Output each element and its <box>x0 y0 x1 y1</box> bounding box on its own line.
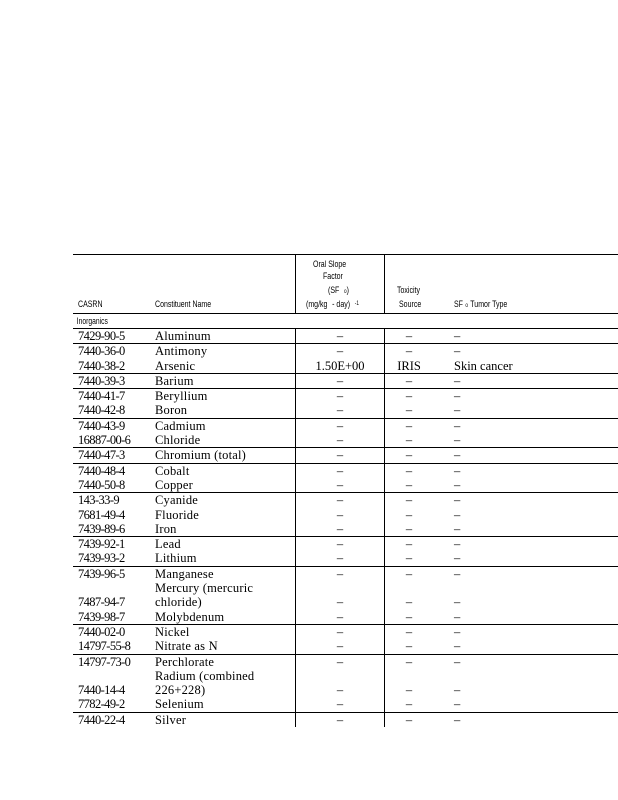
cell-tumor-type: – <box>454 683 461 698</box>
cell-constituent: Chromium (total) <box>155 448 247 463</box>
table-row <box>73 492 618 507</box>
cell-slope-factor: – <box>336 433 344 448</box>
cell-toxicity-source: – <box>405 448 413 463</box>
cell-toxicity-source: – <box>405 389 413 404</box>
table-row <box>73 595 618 609</box>
cell-slope-factor: – <box>336 507 344 522</box>
cell-constituent: chloride) <box>155 595 202 610</box>
cell-casrn: 7681-49-4 <box>78 507 125 522</box>
table-row <box>73 639 618 653</box>
cell-constituent: Beryllium <box>155 389 208 404</box>
cell-toxicity-source: – <box>405 329 413 343</box>
cell-toxicity-source: – <box>405 537 413 552</box>
table-row <box>73 359 618 373</box>
cell-toxicity-source: – <box>405 654 413 669</box>
cell-casrn: 7429-90-5 <box>78 329 125 343</box>
cell-tumor-type: – <box>454 389 461 404</box>
header-casrn: CASRN <box>78 299 103 309</box>
table-row <box>73 624 618 639</box>
cell-slope-factor: – <box>336 551 344 566</box>
cell-slope-factor: – <box>336 624 344 639</box>
cell-constituent: Fluoride <box>155 507 199 522</box>
cell-constituent: Cyanide <box>155 493 199 508</box>
table-row <box>73 343 618 358</box>
cell-casrn: 7439-98-7 <box>78 609 125 624</box>
header-sf-line2: Factor <box>323 271 343 281</box>
cell-slope-factor: – <box>336 639 344 654</box>
cell-casrn: 7440-02-0 <box>78 624 125 639</box>
cell-toxicity-source: – <box>405 373 413 388</box>
table-row <box>73 433 618 447</box>
cell-slope-factor: – <box>336 595 344 610</box>
cell-constituent: 226+228) <box>155 683 206 698</box>
cell-toxicity-source: – <box>405 463 413 478</box>
cell-constituent: Cobalt <box>155 463 190 478</box>
cell-slope-factor: – <box>336 537 344 552</box>
cell-toxicity-source: – <box>405 433 413 448</box>
cell-constituent: Selenium <box>155 697 204 712</box>
cell-tumor-type: – <box>454 448 461 463</box>
cell-casrn: 7440-50-8 <box>78 477 125 492</box>
cell-tumor-type: – <box>454 624 461 639</box>
cell-toxicity-source: – <box>405 595 413 610</box>
table-row <box>73 683 618 697</box>
table-row <box>73 388 618 403</box>
table-row <box>73 508 618 522</box>
cell-toxicity-source: – <box>405 344 413 359</box>
table-body <box>73 328 618 727</box>
cell-casrn: 14797-55-8 <box>78 639 131 654</box>
cell-casrn: 7440-14-4 <box>78 683 125 698</box>
cell-slope-factor: – <box>336 448 344 463</box>
cell-tumor-type: – <box>454 697 461 712</box>
cell-toxicity-source: – <box>405 566 413 581</box>
cell-constituent: Nickel <box>155 624 190 639</box>
cell-tumor-type: – <box>454 639 461 654</box>
cell-casrn: 7440-36-0 <box>78 344 125 359</box>
table-row <box>73 373 618 388</box>
cell-tumor-type: – <box>454 403 461 418</box>
cell-casrn: 7440-48-4 <box>78 463 125 478</box>
cell-tumor-type: – <box>454 493 461 508</box>
table-row <box>73 566 618 581</box>
cell-constituent: Silver <box>155 712 187 727</box>
cell-slope-factor: – <box>336 712 344 727</box>
cell-casrn: 7439-92-1 <box>78 537 125 552</box>
header-constituent-name: Constituent Name <box>155 299 212 309</box>
cell-toxicity-source: – <box>405 493 413 508</box>
cell-constituent: Lithium <box>155 551 197 566</box>
table-row <box>73 522 618 536</box>
cell-constituent: Copper <box>155 477 193 492</box>
cell-toxicity-source: – <box>405 697 413 712</box>
table-row <box>73 610 618 624</box>
cell-tumor-type: – <box>454 654 461 669</box>
cell-tumor-type: – <box>454 463 461 478</box>
header-sf-line3: (SF o) <box>328 285 349 295</box>
cell-tumor-type: – <box>454 609 461 624</box>
table-row <box>73 697 618 711</box>
cell-constituent: Mercury (mercuric <box>155 581 254 596</box>
cell-tumor-type: – <box>454 551 461 566</box>
cell-tumor-type: Skin cancer <box>454 358 513 373</box>
cell-slope-factor: – <box>336 609 344 624</box>
cell-slope-factor: – <box>336 389 344 404</box>
cell-slope-factor: – <box>336 463 344 478</box>
cell-constituent: Antimony <box>155 344 208 359</box>
cell-casrn: 7440-41-7 <box>78 389 125 404</box>
cell-toxicity-source: – <box>405 507 413 522</box>
cell-toxicity-source: IRIS <box>397 358 421 373</box>
cell-constituent: Aluminum <box>155 329 211 343</box>
cell-toxicity-source: – <box>405 418 413 433</box>
cell-tumor-type: – <box>454 566 461 581</box>
cell-tumor-type: – <box>454 344 461 359</box>
header-divider <box>295 255 296 313</box>
header-source-line1: Toxicity <box>397 285 421 295</box>
table-row <box>73 418 618 433</box>
cell-constituent: Manganese <box>155 566 214 581</box>
cell-casrn: 143-33-9 <box>78 493 120 508</box>
cell-slope-factor: – <box>336 329 344 343</box>
cell-constituent: Lead <box>155 537 181 552</box>
cell-constituent: Radium (combined <box>155 668 255 683</box>
header-sf-line1: Oral Slope <box>313 259 347 269</box>
header-source-line2: Source <box>399 299 422 309</box>
cell-slope-factor: 1.50E+00 <box>315 358 365 373</box>
cell-slope-factor: – <box>336 521 344 536</box>
cell-casrn: 7440-39-3 <box>78 373 125 388</box>
cell-casrn: 7440-42-8 <box>78 403 125 418</box>
cell-slope-factor: – <box>336 493 344 508</box>
section-inorganics: Inorganics <box>76 316 108 326</box>
cell-constituent: Boron <box>155 403 188 418</box>
cell-casrn: 14797-73-0 <box>78 654 131 669</box>
cell-slope-factor: – <box>336 683 344 698</box>
cell-casrn: 7439-96-5 <box>78 566 125 581</box>
cell-toxicity-source: – <box>405 609 413 624</box>
table-row <box>73 654 618 669</box>
cell-casrn: 7440-43-9 <box>78 418 125 433</box>
cell-slope-factor: – <box>336 418 344 433</box>
cell-toxicity-source: – <box>405 624 413 639</box>
cell-constituent: Cadmium <box>155 418 206 433</box>
cell-slope-factor: – <box>336 373 344 388</box>
table-row <box>73 447 618 462</box>
toxicity-table <box>73 254 618 727</box>
cell-casrn: 16887-00-6 <box>78 433 131 448</box>
table-row <box>73 478 618 492</box>
cell-toxicity-source: – <box>405 403 413 418</box>
cell-toxicity-source: – <box>405 683 413 698</box>
table-row <box>73 463 618 478</box>
cell-slope-factor: – <box>336 403 344 418</box>
cell-casrn: 7487-94-7 <box>78 595 125 610</box>
cell-tumor-type: – <box>454 418 461 433</box>
cell-constituent: Barium <box>155 373 194 388</box>
cell-casrn: 7440-38-2 <box>78 358 125 373</box>
table-row <box>73 581 618 595</box>
cell-slope-factor: – <box>336 697 344 712</box>
cell-tumor-type: – <box>454 433 461 448</box>
cell-toxicity-source: – <box>405 639 413 654</box>
cell-tumor-type: – <box>454 329 461 343</box>
cell-slope-factor: – <box>336 566 344 581</box>
cell-tumor-type: – <box>454 521 461 536</box>
cell-casrn: 7440-22-4 <box>78 712 125 727</box>
cell-constituent: Perchlorate <box>155 654 215 669</box>
cell-tumor-type: – <box>454 712 461 727</box>
table-row <box>73 403 618 417</box>
cell-tumor-type: – <box>454 595 461 610</box>
table-row <box>73 536 618 551</box>
cell-toxicity-source: – <box>405 712 413 727</box>
cell-tumor-type: – <box>454 477 461 492</box>
cell-toxicity-source: – <box>405 477 413 492</box>
cell-tumor-type: – <box>454 537 461 552</box>
cell-casrn: 7440-47-3 <box>78 448 125 463</box>
cell-casrn: 7439-89-6 <box>78 521 125 536</box>
cell-slope-factor: – <box>336 654 344 669</box>
cell-toxicity-source: – <box>405 551 413 566</box>
table-header <box>73 254 618 314</box>
cell-casrn: 7439-93-2 <box>78 551 125 566</box>
cell-slope-factor: – <box>336 477 344 492</box>
cell-constituent: Arsenic <box>155 358 196 373</box>
header-sf-units: (mg/kg - day) $^{-1}$ <box>306 299 359 309</box>
cell-casrn: 7782-49-2 <box>78 697 125 712</box>
table-row <box>73 669 618 683</box>
cell-constituent: Molybdenum <box>155 609 225 624</box>
header-tumor-type: SF o Tumor Type <box>454 299 508 309</box>
cell-slope-factor: – <box>336 344 344 359</box>
cell-constituent: Nitrate as N <box>155 639 218 654</box>
table-row <box>73 551 618 565</box>
cell-tumor-type: – <box>454 373 461 388</box>
header-divider <box>384 255 385 313</box>
table-row <box>73 328 618 343</box>
cell-tumor-type: – <box>454 507 461 522</box>
cell-constituent: Iron <box>155 521 177 536</box>
table-row <box>73 712 618 727</box>
cell-toxicity-source: – <box>405 521 413 536</box>
cell-constituent: Chloride <box>155 433 201 448</box>
